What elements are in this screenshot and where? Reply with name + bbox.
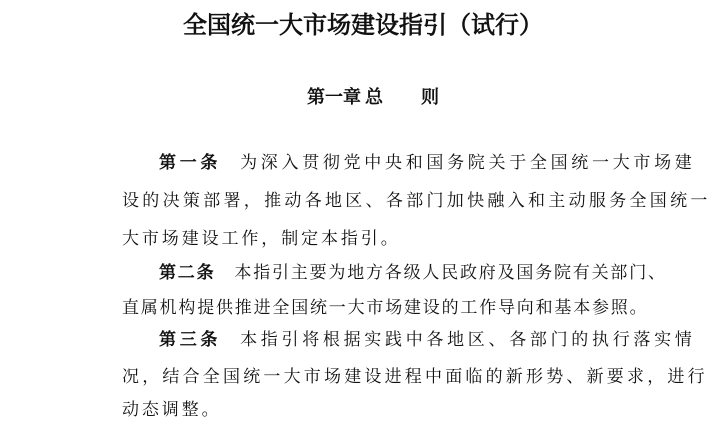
chapter-name-part1: 总 xyxy=(365,87,383,108)
article-3-line-1 xyxy=(159,328,696,352)
article-1-label: 第一条 xyxy=(159,153,222,173)
article-1-line-2: 设的决策部署，推动各地区、各部门加快融入和主动服务全国统一 xyxy=(122,191,711,211)
article-1-line-1 xyxy=(159,151,696,175)
article-2-line-1 xyxy=(159,261,667,285)
article-2-text-1: 本指引主要为地方各级人民政府及国务院有关部门、 xyxy=(234,263,667,283)
chapter-heading xyxy=(307,86,441,110)
document-title: 全国统一大市场建设指引（试行） xyxy=(183,10,543,39)
article-3-line-2: 况，结合全国统一大市场建设进程中面临的新形势、新要求，进行 xyxy=(122,367,708,387)
chapter-name-part2: 则 xyxy=(421,87,439,108)
article-2-label: 第二条 xyxy=(159,263,216,283)
article-3-text-1: 本指引将根据实践中各地区、各部门的执行落实情 xyxy=(240,330,696,350)
article-3-line-3: 动态调整。 xyxy=(122,400,222,420)
article-1-line-3: 大市场建设工作，制定本指引。 xyxy=(122,229,401,249)
article-3-label: 第三条 xyxy=(159,330,222,350)
chapter-number: 第一章 xyxy=(307,87,361,108)
article-2-line-2: 直属机构提供推进全国统一大市场建设的工作导向和基本参照。 xyxy=(122,298,649,318)
article-1-text-1: 为深入贯彻党中央和国务院关于全国统一大市场建 xyxy=(240,153,696,173)
